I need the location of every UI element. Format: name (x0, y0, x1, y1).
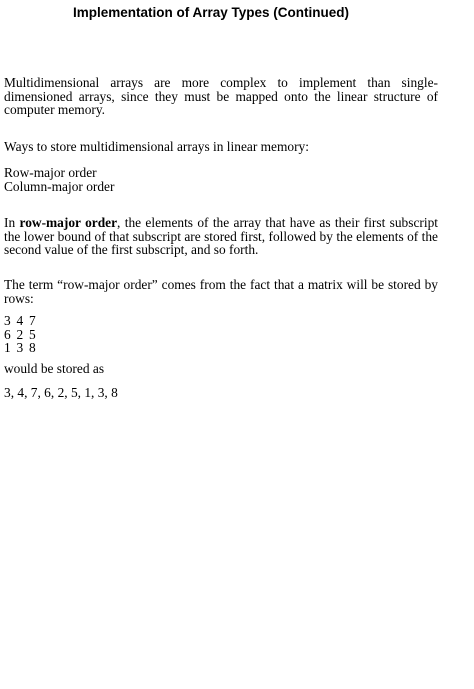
storage-ways-paragraph: Ways to store multidimensional arrays in linear memory: (4, 139, 309, 154)
matrix-row (4, 314, 42, 328)
stored-as-label: would be stored as (4, 361, 105, 376)
row-major-term: row-major order (19, 215, 118, 230)
matrix-cell: 7 (29, 313, 36, 328)
order-list-item-row-major: Row-major order (4, 165, 97, 180)
matrix-cell: 3 (4, 313, 11, 328)
matrix-cell: 3 (16, 340, 24, 355)
matrix-row (4, 341, 42, 355)
term-origin-paragraph: The term “row-major order” comes from the fact that a matrix will be stored by rows: (4, 277, 438, 306)
matrix-cell: 1 (4, 340, 11, 355)
stored-sequence: 3, 4, 7, 6, 2, 5, 1, 3, 8 (4, 385, 118, 400)
matrix-cell: 5 (29, 326, 36, 342)
row-major-rest: , the elements of the array that have as their first subscript the lower bound of that subscript are stored first, followed by the elements of the second value of the first subscript, and so forth. (4, 215, 438, 257)
order-list-item-column-major: Column-major order (4, 178, 115, 194)
matrix-cell: 2 (16, 326, 24, 342)
matrix-row (4, 328, 42, 342)
row-major-prefix: In (4, 215, 20, 230)
intro-paragraph: Multidimensional arrays are more complex to implement than single-dimensioned arrays, since they must be mapped onto the linear structure of computer memory. (4, 75, 438, 117)
order-list (4, 166, 438, 193)
matrix-cell: 8 (29, 340, 36, 355)
page-title: Implementation of Array Types (Continued) (72, 5, 350, 20)
row-major-paragraph (4, 216, 438, 257)
example-matrix (4, 314, 42, 355)
matrix-cell: 4 (16, 313, 24, 328)
matrix-cell: 6 (4, 326, 11, 342)
